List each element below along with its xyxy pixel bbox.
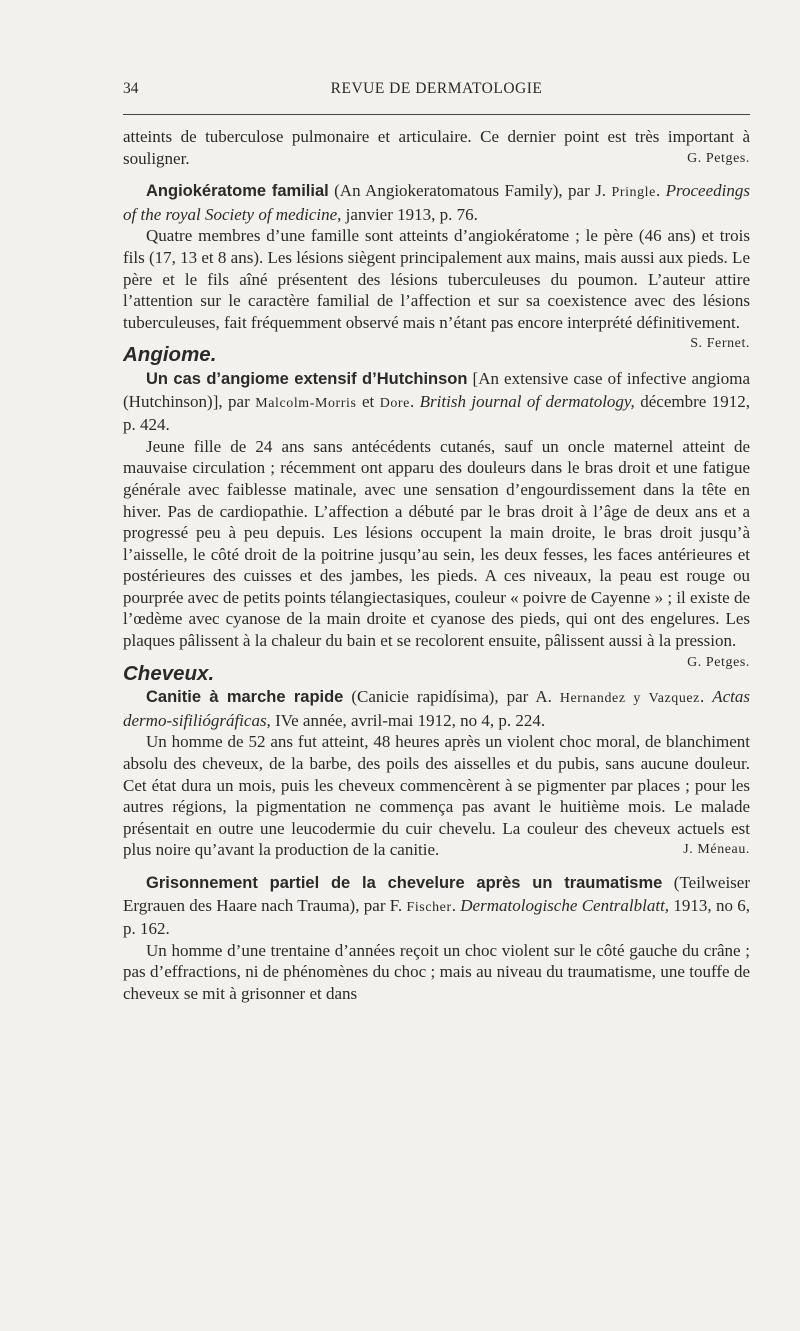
header-rule bbox=[123, 114, 750, 115]
article-grisonnement-body bbox=[123, 940, 750, 1005]
author-name: Dore bbox=[379, 395, 410, 411]
reference-date: janvier 1913, p. 76. bbox=[341, 204, 478, 224]
article-angiokeratome-body bbox=[123, 225, 750, 352]
reference-punct: . bbox=[699, 687, 713, 707]
article-angiome-ref bbox=[123, 368, 750, 436]
reference-date: IVe année, avril-mai 1912, no 4, p. 224. bbox=[270, 710, 546, 730]
article-body-text: Jeune fille de 24 ans sans antécédents cutanés, sauf un oncle maternel atteint de mauvaise circulation ; récemment ont apparu des douleurs dans le bras droit et une fatigue générale avec faiblesse matinale, avec une sensation d’engourdissement dans la tête en hiver. Pas de cardiopathie. L’affection a débuté par le bras droit à l’âge de deux ans et a progressé peu à peu depuis. Les lésions occupent la main droite, le bras droit jusqu’à l’aisselle, le côté droit de la poitrine jusqu’au sein, les deux fesses, les faces antérieures et postérieures des cuisses et des jambes, les pieds. A ces niveaux, la peau est rouge ou pourprée avec de petits points télangiectasiques, couleur « poivre de Cayenne » ; il existe de l’œdème avec cyanose de la main droite et cyanose des pieds, qui ont des engelures. Les plaques pâlissent à la chaleur du bain et se recolorent ensuite, pâlissent aussi à la pression. bbox=[123, 436, 750, 651]
author-name: Malcolm-Morris bbox=[255, 395, 357, 411]
signature-meneau: J. Méneau. bbox=[683, 842, 750, 858]
article-title: Angiokératome familial bbox=[146, 182, 329, 201]
reference-punct: . bbox=[451, 895, 461, 915]
author-name: Hernandez y Vazquez bbox=[559, 691, 700, 707]
section-heading-cheveux: Cheveux. bbox=[123, 661, 215, 685]
article-body-text: Un homme de 52 ans fut atteint, 48 heures après un violent choc moral, de blanchiment absolu des cheveux, de la barbe, des poils des aisselles et du pubis, sans aucune douleur. Cet état dura un mois, puis les cheveux commencèrent à se pigmenter par places ; pour les autres régions, la pigmentation ne commença pas avant le huitième mois. Le malade présentait en outre une leucodermie du cuir chevelu. La couleur des cheveux actuels est plus noire qu’avant la production de la canitie. bbox=[123, 732, 750, 860]
reference-conjunction: et bbox=[356, 391, 380, 411]
reference-text: (Canicie rapidísima), par A. bbox=[343, 687, 560, 707]
article-title: Grisonnement partiel de la chevelure après un traumatisme bbox=[146, 874, 663, 892]
article-angiome-body bbox=[123, 436, 750, 670]
journal-name: Actas dermo-sifiliógráficas, bbox=[123, 687, 750, 730]
reference-date: 1913, no 6, p. 162. bbox=[123, 895, 751, 939]
article-angiokeratome-ref bbox=[123, 180, 750, 225]
author-name: Fischer bbox=[406, 899, 452, 915]
article-body-text: Quatre membres d’une famille sont atteints d’angiokératome ; le père (46 ans) et trois fils (17, 13 et 8 ans). Les lésions siègent principalement aux mains, mais aussi aux pieds. Le père et le fils aîné présentent des lésions tuberculeuses du poumon. L’auteur attire l’attention sur le caractère familial de l’affection et sur sa coexistence avec des lésions tuberculeuses, fait fréquemment observé mais n’étant pas encore interprété définitivement. bbox=[123, 226, 750, 332]
journal-name: Proceedings of the royal Society of medicine, bbox=[123, 181, 750, 224]
signature-petges-1: G. Petges. bbox=[687, 150, 750, 166]
running-title: REVUE DE DERMATOLOGIE bbox=[330, 80, 543, 97]
reference-text: (An Angiokeratomatous Family), par J. bbox=[328, 181, 612, 201]
reference-text: [An extensive case of infective angioma (Hutchinson)], par bbox=[123, 368, 750, 411]
journal-name: Dermatologische Centralblatt, bbox=[460, 895, 670, 915]
article-title: Canitie à marche rapide bbox=[146, 688, 344, 707]
paragraph-continuation bbox=[123, 126, 750, 169]
journal-name: British journal of dermatology, bbox=[419, 391, 635, 411]
reference-date: décembre 1912, p. 424. bbox=[123, 391, 750, 435]
section-heading-angiome: Angiome. bbox=[123, 343, 217, 367]
article-body-text: Un homme d’une trentaine d’années reçoit un choc violent sur le côté gauche du crâne ; pas d’effractions, ni de phénomènes du choc ; mais au niveau du traumatisme, une touffe de cheveux se mit à grisonner et dans bbox=[123, 940, 750, 1003]
article-canitie-ref bbox=[123, 686, 750, 731]
signature-fernet: S. Fernet. bbox=[690, 336, 750, 352]
author-name: Pringle bbox=[611, 185, 656, 201]
reference-punct: . bbox=[655, 181, 666, 201]
reference-punct: . bbox=[409, 391, 420, 411]
signature-petges-2: G. Petges. bbox=[687, 654, 750, 670]
reference-text: (Teilweiser Ergrauen des Haare nach Trauma), par F. bbox=[123, 873, 751, 915]
article-grisonnement-ref bbox=[123, 872, 750, 940]
article-title: Un cas d’angiome extensif d’Hutchinson bbox=[146, 369, 468, 388]
page-body bbox=[123, 126, 750, 1005]
page-number: 34 bbox=[123, 80, 139, 97]
continuation-text: atteints de tuberculose pulmonaire et articulaire. Ce dernier point est très important à souligner. bbox=[123, 127, 750, 168]
page-header bbox=[123, 76, 750, 102]
article-canitie-body bbox=[123, 731, 750, 861]
